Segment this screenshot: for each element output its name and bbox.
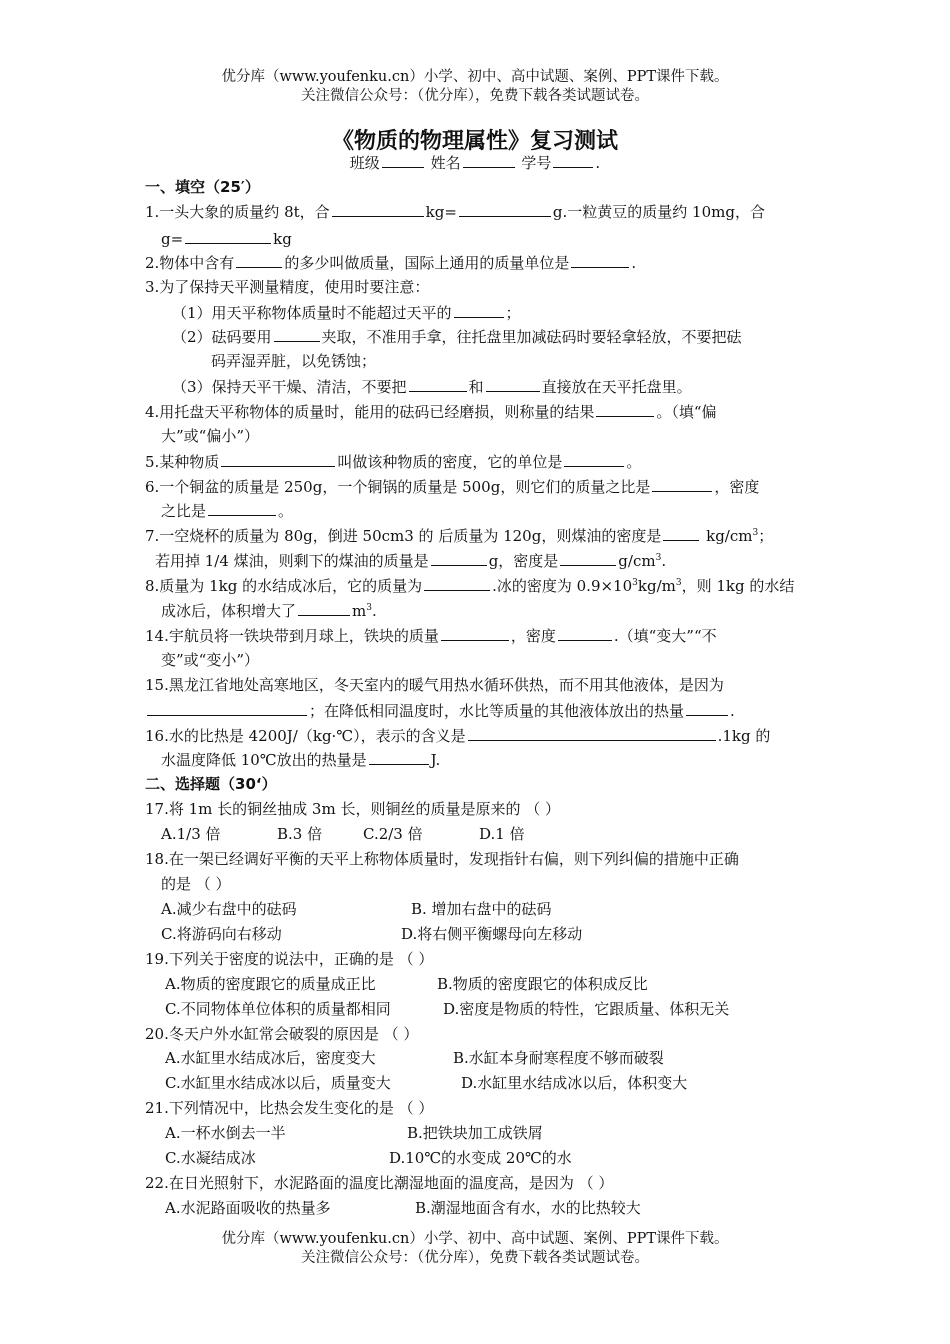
student-info: 班级 姓名 学号 . — [349, 154, 601, 172]
question-15: 15.黑龙江省地处高寒地区，冬天室内的暖气用热水循环供热，而不用其他液体，是因为 — [145, 676, 724, 694]
question-20-option-d: D.水缸里水结成冰以后，体积变大 — [461, 1074, 688, 1092]
question-18-option-c: C.将游码向右移动 — [161, 925, 282, 943]
question-1-cont: g= kg — [161, 230, 292, 248]
question-8-cont: 成冰后，体积增大了 $m^3$. — [161, 602, 377, 620]
question-16-cont: 水温度降低 10℃放出的热量是 J. — [161, 751, 441, 769]
question-19-option-a: A.物质的密度跟它的质量成正比 — [165, 975, 376, 993]
question-19-option-d: D.密度是物质的特性，它跟质量、体积无关 — [443, 1000, 730, 1018]
section-2-heading: 二、选择题（30‘） — [145, 775, 277, 793]
header-line-1: 优分库（www.youfenku.cn）小学、初中、高中试题、案例、PPT课件下载。 — [221, 69, 729, 85]
section-1-heading: 一、填空（25′） — [145, 178, 260, 196]
question-7: 7.一空烧杯的质量为 80g，倒进 50cm3 的 后质量为 120g，则煤油的密度是 $kg/cm^3$； — [145, 527, 774, 545]
question-18-option-b: B. 增加右盘中的砝码 — [411, 900, 552, 918]
question-17-option-a: A.1/3 倍 — [161, 825, 221, 843]
question-17-option-c: C.2/3 倍 — [363, 825, 423, 843]
question-19-option-b: B.物质的密度跟它的体积成反比 — [437, 975, 648, 993]
question-18-option-d: D.将右侧平衡螺母向左移动 — [401, 925, 583, 943]
question-21-option-d: D.10℃的水变成 20℃的水 — [389, 1149, 572, 1167]
question-17: 17.将 1m 长的铜丝抽成 3m 长，则铜丝的质量是原来的 （ ） — [145, 800, 560, 818]
question-3-item-3: （3）保持天平干燥、清洁，不要把 和 直接放在天平托盘里。 — [172, 378, 692, 396]
question-19: 19.下列关于密度的说法中，正确的是 （ ） — [145, 950, 434, 968]
question-6: 6.一个铜盆的质量是 250g，一个铜锅的质量是 500g，则它们的质量之比是 ，密度 — [145, 478, 760, 496]
question-20-option-c: C.水缸里水结成冰以后，质量变大 — [165, 1074, 391, 1092]
question-21: 21.下列情况中，比热会发生变化的是 （ ） — [145, 1099, 434, 1117]
question-21-option-c: C.水凝结成冰 — [165, 1149, 256, 1167]
question-20: 20.冬天户外水缸常会破裂的原因是 （ ） — [145, 1025, 419, 1043]
question-17-option-d: D.1 倍 — [479, 825, 525, 843]
page-title: 《物质的物理属性》复习测试 — [331, 129, 618, 154]
question-3: 3.为了保持天平测量精度，使用时要注意： — [145, 278, 430, 296]
question-20-option-b: B.水缸本身耐寒程度不够而破裂 — [453, 1049, 664, 1067]
question-7-cont: 若用掉 1/4 煤油，则剩下的煤油的质量是 g，密度是 $g/cm^3$. — [155, 552, 667, 570]
question-17-option-b: B.3 倍 — [277, 825, 323, 843]
question-1: 1.一头大象的质量约 8t，合 kg= g.一粒黄豆的质量约 10mg，合 — [145, 203, 765, 221]
footer-line-2: 关注微信公众号：（优分库），免费下载各类试题试卷。 — [301, 1250, 649, 1266]
question-3-item-2-cont: 码弄湿弄脏，以免锈蚀； — [211, 352, 377, 370]
question-5: 5.某种物质 叫做该种物质的密度，它的单位是 。 — [145, 453, 642, 471]
question-22: 22.在日光照射下，水泥路面的温度比潮湿地面的温度高，是因为 （ ） — [145, 1174, 614, 1192]
question-21-option-b: B.把铁块加工成铁屑 — [407, 1124, 543, 1142]
header-line-2: 关注微信公众号：（优分库），免费下载各类试题试卷。 — [301, 88, 649, 104]
question-6-cont: 之比是 。 — [161, 502, 294, 520]
question-22-option-a: A.水泥路面吸收的热量多 — [165, 1199, 331, 1217]
question-14-cont: 变”或“变小”） — [161, 651, 260, 669]
question-18-cont: 的是 （ ） — [161, 875, 231, 893]
question-3-item-1: （1）用天平称物体质量时不能超过天平的 ； — [172, 304, 521, 322]
footer-line-1: 优分库（www.youfenku.cn）小学、初中、高中试题、案例、PPT课件下载。 — [221, 1231, 729, 1247]
question-20-option-a: A.水缸里水结成冰后，密度变大 — [165, 1049, 376, 1067]
question-4: 4.用托盘天平称物体的质量时，能用的砝码已经磨损，则称量的结果 。（填“偏 — [145, 403, 717, 421]
question-19-option-c: C.不同物体单位体积的质量都相同 — [165, 1000, 391, 1018]
question-16: 16.水的比热是 4200J/（kg·℃），表示的含义是 .1kg 的 — [145, 727, 771, 745]
question-22-option-b: B.潮湿地面含有水，水的比热较大 — [415, 1199, 641, 1217]
question-4-cont: 大”或“偏小”） — [161, 427, 260, 445]
question-2: 2.物体中含有 的多少叫做质量，国际上通用的质量单位是 . — [145, 254, 637, 272]
question-14: 14.宇航员将一铁块带到月球上，铁块的质量 ，密度 .（填“变大”“不 — [145, 627, 717, 645]
question-18: 18.在一架已经调好平衡的天平上称物体质量时，发现指针右偏，则下列纠偏的措施中正确 — [145, 850, 739, 868]
question-3-item-2: （2）砝码要用 夹取，不准用手拿，往托盘里加减砝码时要轻拿轻放，不要把砝 — [172, 328, 742, 346]
question-21-option-a: A.一杯水倒去一半 — [165, 1124, 286, 1142]
question-18-option-a: A.减少右盘中的砝码 — [161, 900, 297, 918]
question-8: 8.质量为 1kg 的水结成冰后，它的质量为 .冰的密度为 $0.9\times 10^3kg/m^3$，则 1kg 的水结 — [145, 577, 795, 595]
question-15-cont: ；在降低相同温度时，水比等质量的其他液体放出的热量 . — [145, 700, 735, 721]
